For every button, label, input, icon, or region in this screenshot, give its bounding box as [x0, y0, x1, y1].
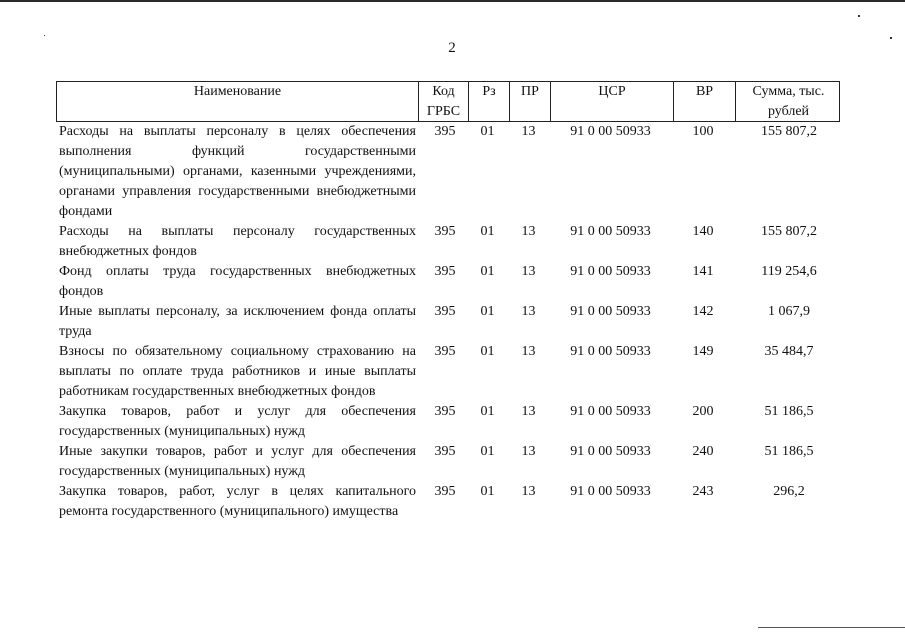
row-rz: 01 [480, 484, 495, 499]
row-pr: 13 [521, 404, 536, 419]
row-name: Иные выплаты персоналу, за исключением фонда оплаты труда [59, 304, 416, 339]
column-header-rz: Рз [468, 82, 509, 122]
row-rz: 01 [480, 444, 495, 459]
row-pr: 13 [521, 344, 536, 359]
budget-table [56, 81, 840, 522]
row-pr: 13 [521, 224, 536, 239]
table-row [56, 442, 840, 482]
table-row [56, 122, 840, 222]
row-name: Закупка товаров, работ и услуг для обеспечения государственных (муниципальных) нужд [59, 404, 416, 439]
row-vr: 149 [692, 344, 714, 359]
row-csr: 91 0 00 50933 [570, 344, 651, 359]
column-header-grbs: Код ГРБС [418, 82, 468, 122]
row-csr: 91 0 00 50933 [570, 224, 651, 239]
row-pr: 13 [521, 484, 536, 499]
row-vr: 142 [692, 304, 714, 319]
row-vr: 200 [692, 404, 714, 419]
row-sum: 296,2 [773, 484, 805, 499]
row-csr: 91 0 00 50933 [570, 124, 651, 139]
row-grbs: 395 [434, 484, 456, 499]
row-vr: 240 [692, 444, 714, 459]
row-csr: 91 0 00 50933 [570, 484, 651, 499]
table-row [56, 222, 840, 262]
row-name: Взносы по обязательному социальному страхованию на выплаты по оплате труда работников и иные выплаты работникам государственных внебюджетных фондов [59, 344, 416, 399]
row-rz: 01 [480, 304, 495, 319]
row-rz: 01 [480, 404, 495, 419]
row-name: Расходы на выплаты персоналу государственных внебюджетных фондов [59, 224, 416, 259]
row-csr: 91 0 00 50933 [570, 304, 651, 319]
row-csr: 91 0 00 50933 [570, 444, 651, 459]
scan-speck [858, 15, 860, 17]
row-grbs: 395 [434, 444, 456, 459]
scan-edge [0, 0, 905, 2]
row-csr: 91 0 00 50933 [570, 404, 651, 419]
row-grbs: 395 [434, 304, 456, 319]
table-row [56, 302, 840, 342]
row-sum: 51 186,5 [764, 444, 814, 459]
row-vr: 100 [692, 124, 714, 139]
row-name: Иные закупки товаров, работ и услуг для обеспечения государственных (муниципальных) нужд [59, 444, 416, 479]
row-vr: 140 [692, 224, 714, 239]
column-header-vr: ВР [673, 82, 735, 122]
page-number: 2 [448, 40, 456, 56]
row-rz: 01 [480, 224, 495, 239]
row-grbs: 395 [434, 264, 456, 279]
table-row [56, 402, 840, 442]
row-sum: 1 067,9 [768, 304, 810, 319]
row-vr: 141 [692, 264, 714, 279]
table-row [56, 482, 840, 522]
row-rz: 01 [480, 344, 495, 359]
table-header [56, 81, 840, 122]
table-row [56, 342, 840, 402]
row-csr: 91 0 00 50933 [570, 264, 651, 279]
row-sum: 119 254,6 [761, 264, 817, 279]
row-pr: 13 [521, 124, 536, 139]
row-name: Закупка товаров, работ, услуг в целях капитального ремонта государственного (муниципального) имущества [59, 484, 416, 519]
row-pr: 13 [521, 304, 536, 319]
row-name: Фонд оплаты труда государственных внебюджетных фондов [59, 264, 416, 299]
row-rz: 01 [480, 264, 495, 279]
column-header-sum: Сумма, тыс. рублей [735, 82, 841, 122]
row-grbs: 395 [434, 224, 456, 239]
row-pr: 13 [521, 264, 536, 279]
column-header-name: Наименование [193, 84, 282, 99]
row-rz: 01 [480, 124, 495, 139]
scan-edge [758, 627, 905, 628]
column-header-csr: ЦСР [550, 82, 673, 122]
row-sum: 155 807,2 [761, 124, 817, 139]
column-header-pr: ПР [509, 82, 550, 122]
table-row [56, 262, 840, 302]
row-sum: 35 484,7 [764, 344, 814, 359]
row-sum: 51 186,5 [764, 404, 814, 419]
row-vr: 243 [692, 484, 714, 499]
row-sum: 155 807,2 [761, 224, 817, 239]
scan-speck [890, 37, 892, 39]
row-grbs: 395 [434, 344, 456, 359]
scan-speck [44, 35, 45, 36]
row-name: Расходы на выплаты персоналу в целях обеспечения выполнения функций государственными (муниципальными) органами, казенными учреждениями, органами управления государственными внебюджетными фондами [59, 124, 416, 219]
row-grbs: 395 [434, 404, 456, 419]
row-pr: 13 [521, 444, 536, 459]
row-grbs: 395 [434, 124, 456, 139]
